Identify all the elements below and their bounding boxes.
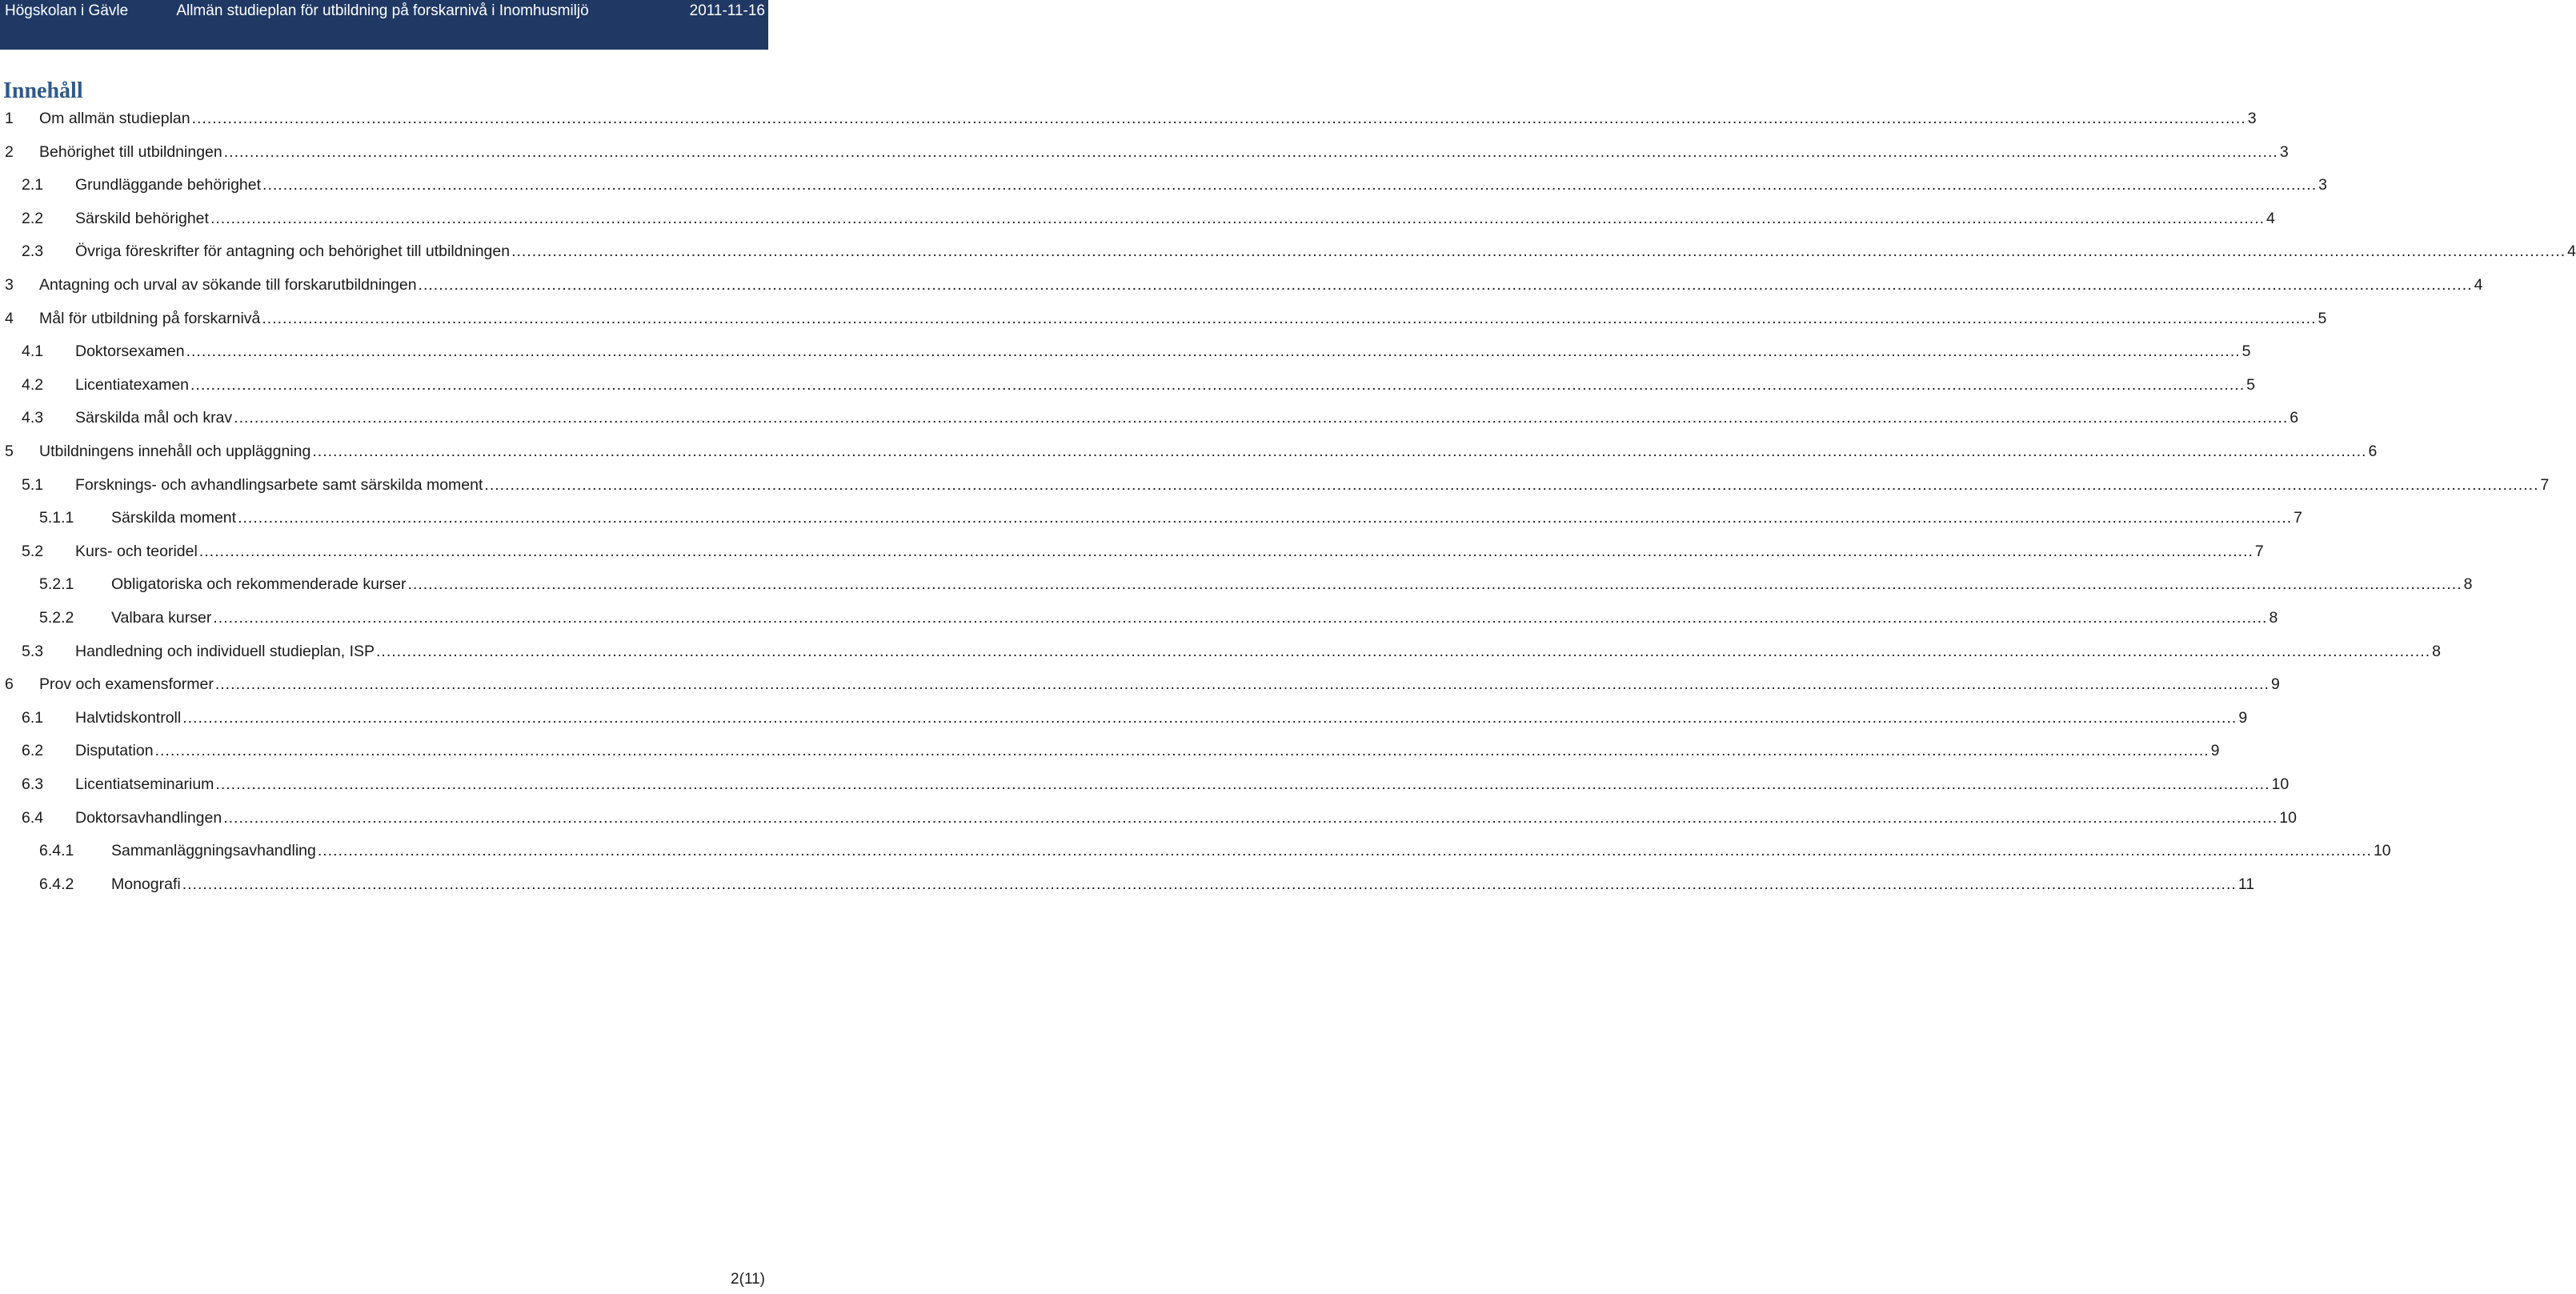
toc-entry-number: 5.3 <box>22 642 44 660</box>
toc-entry-line <box>75 239 2576 263</box>
toc-dot-leader: ................................................................................................................................................................................................................................................................................................................................................................................................................ <box>484 475 2539 494</box>
toc-entry-label[interactable]: Prov och examensformer <box>39 675 214 694</box>
toc-entry-number: 6.4.2 <box>39 875 74 893</box>
toc-dot-leader: ................................................................................................................................................................................................................................................................................................................................................................................................................ <box>154 742 2209 760</box>
toc-entry-line <box>111 606 2278 630</box>
toc-entry[interactable] <box>0 772 2290 796</box>
toc-entry-number: 5.2.2 <box>39 609 74 627</box>
toc-entry-label[interactable]: Om allmän studieplan <box>39 110 190 127</box>
toc-entry-page[interactable]: 11 <box>2237 875 2255 893</box>
toc-entry-number: 4.2 <box>22 375 44 394</box>
toc-entry-number: 2 <box>5 142 14 161</box>
toc-entry-number: 4.1 <box>22 343 44 361</box>
toc-entry-page[interactable]: 8 <box>2463 575 2473 594</box>
toc-entry[interactable] <box>0 506 2303 530</box>
toc-entry-line <box>75 772 2290 796</box>
toc-entry-page[interactable]: 5 <box>2246 375 2255 394</box>
toc-dot-leader: ................................................................................................................................................................................................................................................................................................................................................................................................................ <box>234 409 2289 427</box>
toc-dot-leader: ................................................................................................................................................................................................................................................................................................................................................................................................................ <box>312 443 2367 460</box>
toc-entry-page[interactable]: 6 <box>2368 443 2378 460</box>
toc-entry-page[interactable]: 3 <box>2247 110 2257 127</box>
toc-entry[interactable] <box>0 639 2441 663</box>
toc-dot-leader: ................................................................................................................................................................................................................................................................................................................................................................................................................ <box>223 142 2278 161</box>
toc-entry-label[interactable]: Forsknings- och avhandlingsarbete samt särskilda moment <box>75 475 483 494</box>
toc-entry[interactable] <box>0 539 2264 563</box>
toc-entry[interactable] <box>0 839 2391 863</box>
toc-entry-number: 4 <box>5 309 14 327</box>
toc-entry[interactable] <box>0 106 2257 130</box>
toc-entry[interactable] <box>0 739 2220 763</box>
toc-entry-line <box>75 173 2327 197</box>
toc-entry[interactable] <box>0 706 2248 730</box>
toc-entry-number: 6.4.1 <box>39 842 74 860</box>
toc-entry-number: 2.1 <box>22 176 44 194</box>
toc-entry[interactable] <box>0 373 2255 397</box>
toc-entry-page[interactable]: 9 <box>2210 742 2220 760</box>
toc-entry-label[interactable]: Disputation <box>75 742 154 760</box>
toc-entry-page[interactable]: 4 <box>2474 276 2483 294</box>
toc-dot-leader: ................................................................................................................................................................................................................................................................................................................................................................................................................ <box>182 708 2237 727</box>
toc-entry-page[interactable]: 6 <box>2290 409 2299 427</box>
toc-dot-leader: ................................................................................................................................................................................................................................................................................................................................................................................................................ <box>317 842 2372 860</box>
toc-entry[interactable] <box>0 273 2483 297</box>
toc-entry-page[interactable]: 5 <box>2241 343 2251 361</box>
toc-entry-number: 2.2 <box>22 209 44 227</box>
toc-entry-number: 6.2 <box>22 742 44 760</box>
toc-entry-label[interactable]: Särskild behörighet <box>75 209 209 227</box>
toc-entry-label[interactable]: Licentiatexamen <box>75 375 190 394</box>
toc-entry-label[interactable]: Halvtidskontroll <box>75 708 182 727</box>
toc-entry[interactable] <box>0 806 2297 830</box>
toc-entry-label[interactable]: Handledning och individuell studieplan, ISP <box>75 642 375 660</box>
toc-entry-label[interactable]: Grundläggande behörighet <box>75 176 262 194</box>
toc-dot-leader: ................................................................................................................................................................................................................................................................................................................................................................................................................ <box>190 375 2245 394</box>
toc-entry-line <box>75 806 2297 830</box>
toc-entry-label[interactable]: Doktorsexamen <box>75 343 185 361</box>
toc-entry-line <box>111 872 2255 896</box>
toc-entry-line <box>39 106 2257 130</box>
toc-entry-label[interactable]: Obligatoriska och rekommenderade kurser <box>111 575 407 594</box>
toc-entry-number: 5.2 <box>22 542 44 560</box>
toc-entry-line <box>75 406 2299 430</box>
toc-entry-label[interactable]: Licentiatseminarium <box>75 775 214 793</box>
toc-entry-number: 4.3 <box>22 409 44 427</box>
toc-dot-leader: ................................................................................................................................................................................................................................................................................................................................................................................................................ <box>182 875 2237 893</box>
toc-dot-leader: ................................................................................................................................................................................................................................................................................................................................................................................................................ <box>213 609 2268 627</box>
toc-entry-label[interactable]: Antagning och urval av sökande till forskarutbildningen <box>39 276 417 294</box>
toc-entry-label[interactable]: Mål för utbildning på forskarnivå <box>39 309 261 327</box>
toc-entry-page[interactable]: 10 <box>2279 808 2297 827</box>
toc-entry-line <box>75 639 2441 663</box>
toc-entry-label[interactable]: Monografi <box>111 875 181 893</box>
toc-dot-leader: ................................................................................................................................................................................................................................................................................................................................................................................................................ <box>511 242 2566 261</box>
toc-entry-line <box>75 206 2275 230</box>
toc-entry-number: 6.4 <box>22 808 44 827</box>
toc-entry-number: 6.1 <box>22 708 44 727</box>
toc-dot-leader: ................................................................................................................................................................................................................................................................................................................................................................................................................ <box>262 309 2317 327</box>
toc-dot-leader: ................................................................................................................................................................................................................................................................................................................................................................................................................ <box>215 775 2270 793</box>
toc-entry-number: 5.1 <box>22 475 44 494</box>
toc-dot-leader: ................................................................................................................................................................................................................................................................................................................................................................................................................ <box>191 110 2246 127</box>
toc-dot-leader: ................................................................................................................................................................................................................................................................................................................................................................................................................ <box>418 276 2473 294</box>
toc-entry-line <box>75 373 2255 397</box>
toc-entry[interactable] <box>0 672 2280 696</box>
toc-entry-label[interactable]: Särskilda mål och krav <box>75 409 233 427</box>
toc-entry-page[interactable]: 8 <box>2269 609 2278 627</box>
toc-entry-page[interactable]: 7 <box>2254 542 2264 560</box>
toc-entry-page[interactable]: 7 <box>2294 509 2303 527</box>
toc-entry-label[interactable]: Behörighet till utbildningen <box>39 142 222 161</box>
toc-entry-page[interactable]: 4 <box>2567 242 2576 261</box>
toc-entry-number: 6 <box>5 675 14 694</box>
header-institution: Högskolan i Gävle <box>5 2 129 19</box>
toc-entry[interactable] <box>0 339 2251 363</box>
toc-entry[interactable] <box>0 173 2327 197</box>
toc-entry-number: 5.2.1 <box>39 575 74 594</box>
toc-entry-page[interactable]: 9 <box>2270 675 2280 694</box>
toc-entry-number: 5.1.1 <box>39 509 74 527</box>
toc-entry-number: 5 <box>5 443 14 460</box>
toc-entry[interactable] <box>0 439 2378 463</box>
toc-entry-line <box>75 739 2220 763</box>
toc-dot-leader: ................................................................................................................................................................................................................................................................................................................................................................................................................ <box>198 542 2253 560</box>
toc-entry-number: 3 <box>5 276 14 294</box>
toc-entry-line <box>75 339 2251 363</box>
toc-entry-line <box>111 506 2303 530</box>
toc-title: Innehåll <box>3 78 83 103</box>
toc-entry-number: 6.3 <box>22 775 44 793</box>
toc-dot-leader: ................................................................................................................................................................................................................................................................................................................................................................................................................ <box>238 509 2293 527</box>
toc-dot-leader: ................................................................................................................................................................................................................................................................................................................................................................................................................ <box>262 176 2318 194</box>
toc-dot-leader: ................................................................................................................................................................................................................................................................................................................................................................................................................ <box>223 808 2278 827</box>
toc-entry-line <box>39 273 2483 297</box>
toc-entry-label[interactable]: Sammanläggningsavhandling <box>111 842 316 860</box>
toc-entry-line <box>39 140 2289 164</box>
toc-entry-line <box>111 572 2473 596</box>
toc-entry-page[interactable]: 8 <box>2432 642 2441 660</box>
toc-entry-label[interactable]: Utbildningens innehåll och uppläggning <box>39 443 311 460</box>
toc-entry-page[interactable]: 7 <box>2540 475 2550 494</box>
header-date: 2011-11-16 <box>689 2 765 19</box>
toc-entry-line <box>39 672 2280 696</box>
toc-entry-number: 1 <box>5 110 14 127</box>
toc-entry-line <box>75 706 2248 730</box>
toc-entry-line <box>111 839 2391 863</box>
toc-dot-leader: ................................................................................................................................................................................................................................................................................................................................................................................................................ <box>186 343 2241 361</box>
toc-entry-page[interactable]: 9 <box>2238 708 2248 727</box>
toc-entry[interactable] <box>0 473 2550 497</box>
toc-entry-page[interactable]: 4 <box>2266 209 2275 227</box>
toc-entry[interactable] <box>0 872 2255 896</box>
toc-entry-number: 2.3 <box>22 242 44 261</box>
toc-entry[interactable] <box>0 140 2289 164</box>
toc-entry-page[interactable]: 10 <box>2373 842 2391 860</box>
header-document-title: Allmän studieplan för utbildning på forskarnivå i Inomhusmiljö <box>176 2 589 19</box>
toc-entry-line <box>75 539 2264 563</box>
toc-entry-page[interactable]: 3 <box>2279 142 2289 161</box>
toc-entry-page[interactable]: 10 <box>2271 775 2290 793</box>
toc-entry-label[interactable]: Särskilda moment <box>111 509 237 527</box>
toc-entry-line <box>39 306 2327 331</box>
toc-entry[interactable] <box>0 306 2327 331</box>
toc-dot-leader: ................................................................................................................................................................................................................................................................................................................................................................................................................ <box>214 675 2270 694</box>
toc-entry-label[interactable]: Valbara kurser <box>111 609 212 627</box>
toc-entry-page[interactable]: 5 <box>2318 309 2327 327</box>
page-number: 2(11) <box>731 1271 765 1288</box>
toc-entry[interactable] <box>0 406 2299 430</box>
toc-entry-line <box>39 439 2378 463</box>
toc-entry-line <box>75 473 2550 497</box>
page-header <box>0 0 768 50</box>
toc-dot-leader: ................................................................................................................................................................................................................................................................................................................................................................................................................ <box>210 209 2266 227</box>
toc-entry-label[interactable]: Kurs- och teoridel <box>75 542 198 560</box>
toc-entry-page[interactable]: 3 <box>2318 176 2327 194</box>
toc-entry[interactable] <box>0 206 2275 230</box>
toc-entry[interactable] <box>0 239 2576 263</box>
toc-entry[interactable] <box>0 572 2473 596</box>
toc-dot-leader: ................................................................................................................................................................................................................................................................................................................................................................................................................ <box>407 575 2462 594</box>
toc-entry[interactable] <box>0 606 2278 630</box>
toc-entry-label[interactable]: Doktorsavhandlingen <box>75 808 222 827</box>
toc-dot-leader: ................................................................................................................................................................................................................................................................................................................................................................................................................ <box>376 642 2431 660</box>
toc-entry-label[interactable]: Övriga föreskrifter för antagning och behörighet till utbildningen <box>75 242 511 261</box>
